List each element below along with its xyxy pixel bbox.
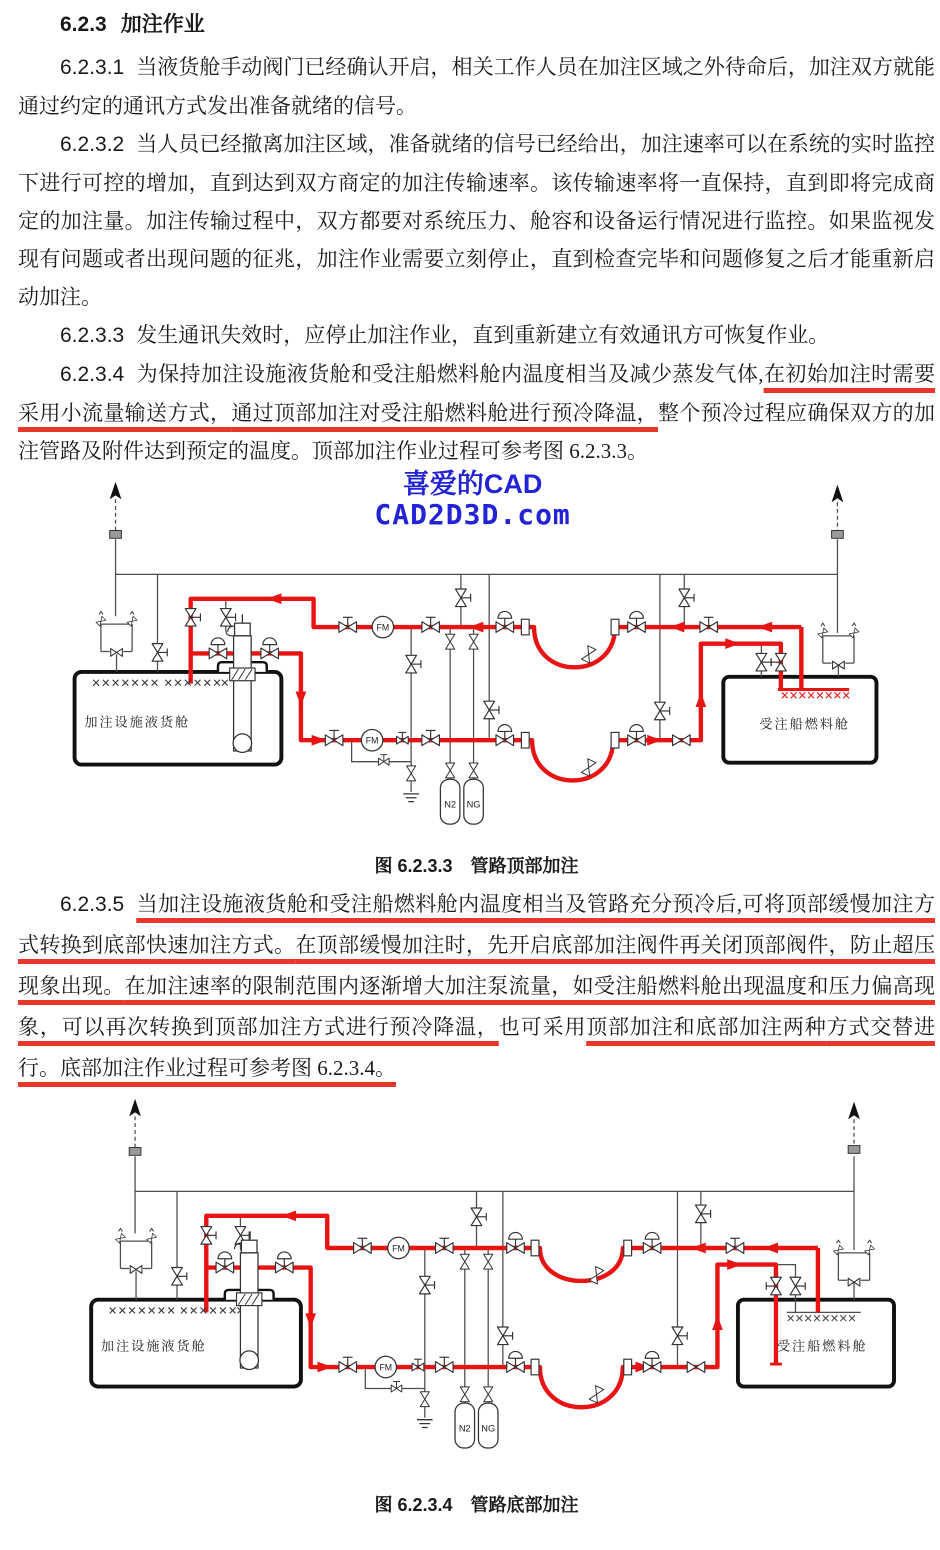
section-number: 6.2.3.3 (60, 324, 125, 347)
annotated-text: 方式交替进行。底部加注作业过程可参考图 6.2.3.4。 (18, 1015, 936, 1081)
figure-top-filling (18, 470, 935, 878)
paragraph-6-2-3-4 (18, 355, 935, 470)
section-number: 6.2.3.5 (60, 893, 125, 917)
watermark-line2: CAD2D3D.com (374, 497, 571, 531)
annotated-text: 在顶部缓慢加注时，先开启底部加注阀件再关闭顶部阀件，防止超压现象出现。 (18, 933, 936, 999)
n2-label: N2 (444, 799, 457, 810)
body-text: 整个预冷过程应确保双方的加注管路及附件达到预定的温度。顶部加注作业过程可参考图 6.2.3.3。 (18, 401, 936, 463)
purge-gas-cylinders (455, 1404, 498, 1449)
section-number: 6.2.3.4 (60, 363, 125, 386)
ng-label: NG (481, 1423, 496, 1434)
body-text: 为保持加注设施液货舱和受注船燃料舱内温度相当及减少蒸发气体, (136, 362, 764, 386)
figure-bottom-filling (18, 1089, 935, 1517)
figure-caption-top: 图 6.2.3.3 管路顶部加注 (374, 856, 579, 877)
flow-arrows (281, 1211, 778, 1373)
purge-gas-cylinders (440, 779, 483, 824)
section-number: 6.2.3.2 (60, 133, 125, 156)
left-tank-label: 加注设施液货舱 (84, 714, 191, 730)
top-filling-diagram (18, 470, 935, 850)
paragraph-6-2-3-1 (18, 48, 935, 125)
bottom-filling-diagram (18, 1089, 935, 1489)
right-tank-label: 受注船燃料舱 (776, 1338, 868, 1354)
body-text: 当人员已经撤离加注区域，准备就绪的信号已经给出，加注速率可以在系统的实时监控下进行可控的增加，直到达到双方商定的加注传输速率。该传输速率将一直保持，直到即将完成商定的加注量。加注传输过程中，双方都要对系统压力、舱容和设备运行情况进行监控。如果监视发现有问题或者出现问题的征兆，加注作业需要立刻停止，直到检查完毕和问题修复之后才能重新启动加注。 (18, 132, 935, 309)
left-tank-label: 加注设施液货舱 (100, 1338, 207, 1354)
annotated-text: 在加注速率的限制范围内逐渐增大加注泵流量，如受注船燃料舱出现温度和压力偏高现象，可以再次转换到顶部加注方式进行预冷降温， (18, 974, 936, 1040)
watermark-line1: 喜爱的CAD (402, 469, 543, 499)
section-heading (18, 8, 935, 38)
body-text: 当液货舱手动阀门已经确认开启，相关工作人员在加注区域之外待命后，加注双方就能通过约定的通讯方式发出准备就绪的信号。 (18, 55, 935, 118)
annotated-text: 在初始加注时需要采用小流量输送方式， (18, 362, 936, 425)
flow-arrows (267, 593, 772, 745)
paragraph-6-2-3-3 (18, 316, 935, 355)
figure-caption-bottom: 图 6.2.3.4 管路底部加注 (374, 1495, 579, 1516)
section-heading-number: 6.2.3 (60, 13, 107, 36)
right-tank-label: 受注船燃料舱 (759, 716, 851, 732)
section-heading-title: 加注作业 (120, 13, 205, 36)
body-text: 发生通讯失效时，应停止加注作业，直到重新建立有效通讯方可恢复作业。 (136, 323, 830, 347)
body-text: 也可采用 (498, 1015, 587, 1040)
annotated-text: 当加注设施液货舱和受注船燃料舱内温度相当及管路充分预冷后,可将顶部缓慢加注方式转换到底部快速加注方式。 (18, 892, 935, 958)
paragraph-6-2-3-2 (18, 125, 935, 316)
paragraph-6-2-3-5 (18, 884, 935, 1089)
n2-label: N2 (458, 1423, 471, 1434)
annotated-text: 通过顶部加注对受注船燃料舱进行预冷降温， (231, 401, 659, 425)
section-number: 6.2.3.1 (60, 56, 125, 79)
annotated-text: 顶部加注和底部加注两种 (586, 1015, 827, 1040)
ng-label: NG (466, 799, 481, 810)
